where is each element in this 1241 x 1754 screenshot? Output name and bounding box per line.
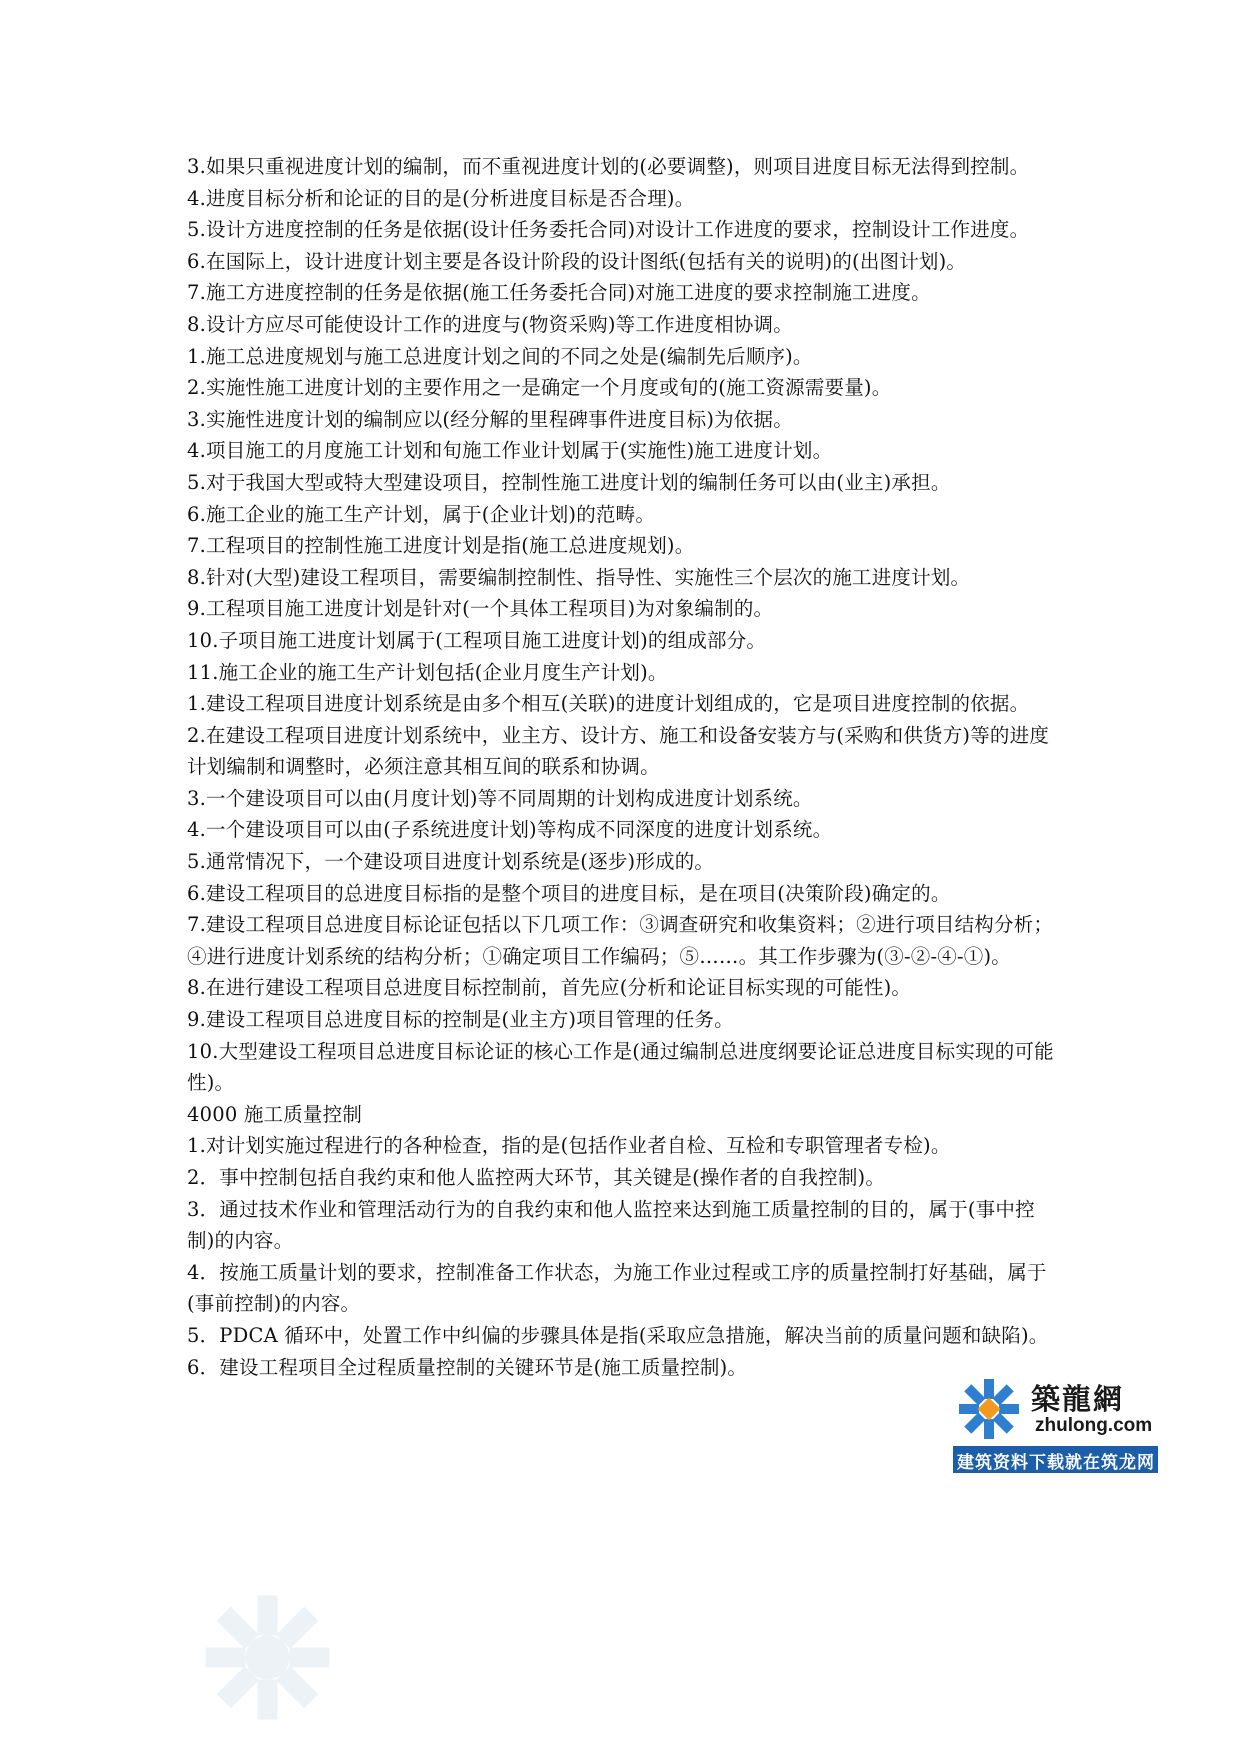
- paragraph: 6.建设工程项目的总进度目标指的是整个项目的进度目标，是在项目(决策阶段)确定的。: [187, 881, 951, 905]
- paragraph: 6.施工企业的施工生产计划，属于(企业计划)的范畴。: [187, 502, 656, 526]
- paragraph: 4.进度目标分析和论证的目的是(分析进度目标是否合理)。: [187, 186, 695, 210]
- paragraph: 6．建设工程项目全过程质量控制的关键环节是(施工质量控制)。: [187, 1355, 748, 1379]
- paragraph: 8.针对(大型)建设工程项目，需要编制控制性、指导性、实施性三个层次的施工进度计划。: [187, 565, 971, 589]
- paragraph: 6.在国际上，设计进度计划主要是各设计阶段的设计图纸(包括有关的说明)的(出图计划)。: [187, 249, 967, 273]
- zhulong-mark-icon: [955, 1375, 1023, 1443]
- paragraph: 7.施工方进度控制的任务是依据(施工任务委托合同)对施工进度的要求控制施工进度。: [187, 281, 931, 305]
- paragraph: 2.在建设工程项目进度计划系统中，业主方、设计方、施工和设备安装方与(采购和供货方)等的进度计划编制和调整时，必须注意其相互间的联系和协调。: [187, 723, 1050, 779]
- paragraph: 1.施工总进度规划与施工总进度计划之间的不同之处是(编制先后顺序)。: [187, 344, 813, 368]
- logo-slogan-bar: [953, 1446, 1158, 1473]
- paragraph: 4．按施工质量计划的要求，控制准备工作状态，为施工作业过程或工序的质量控制打好基础，属于(事前控制)的内容。: [187, 1260, 1047, 1316]
- logo-domain: zhulong.com: [1035, 1415, 1153, 1436]
- paragraph: 5.对于我国大型或特大型建设项目，控制性施工进度计划的编制任务可以由(业主)承担。: [187, 470, 951, 494]
- paragraph: 3．通过技术作业和管理活动行为的自我约束和他人监控来达到施工质量控制的目的，属于(事中控制)的内容。: [187, 1197, 1035, 1253]
- paragraph: 3.实施性进度计划的编制应以(经分解的里程碑事件进度目标)为依据。: [187, 407, 793, 431]
- logo-panel: [953, 1371, 1158, 1444]
- paragraph: 5.通常情况下，一个建设项目进度计划系统是(逐步)形成的。: [187, 850, 715, 874]
- paragraph: 4.一个建设项目可以由(子系统进度计划)等构成不同深度的进度计划系统。: [187, 818, 833, 842]
- faded-emblem-icon: [200, 1590, 335, 1725]
- paragraph: 2.实施性施工进度计划的主要作用之一是确定一个月度或旬的(施工资源需要量)。: [187, 376, 892, 400]
- paragraph: 2．事中控制包括自我约束和他人监控两大环节，其关键是(操作者的自我控制)。: [187, 1166, 886, 1189]
- paragraph: 10.子项目施工进度计划属于(工程项目施工进度计划)的组成部分。: [187, 628, 767, 652]
- paragraph: 8.在进行建设工程项目总进度目标控制前，首先应(分析和论证目标实现的可能性)。: [187, 976, 912, 1000]
- paragraph: 1.对计划实施过程进行的各种检查，指的是(包括作业者自检、互检和专职管理者专检)。: [187, 1134, 951, 1158]
- zhulong-watermark-logo: [953, 1371, 1158, 1474]
- section-heading: 4000 施工质量控制: [187, 1102, 363, 1126]
- paragraph: 3.一个建设项目可以由(月度计划)等不同周期的计划构成进度计划系统。: [187, 786, 813, 810]
- paragraph: 8.设计方应尽可能使设计工作的进度与(物资采购)等工作进度相协调。: [187, 312, 793, 336]
- paragraph: 9.建设工程项目总进度目标的控制是(业主方)项目管理的任务。: [187, 1008, 734, 1032]
- paragraph: 7.建设工程项目总进度目标论证包括以下几项工作：③调查研究和收集资料；②进行项目结构分析；④进行进度计划系统的结构分析；①确定项目工作编码；⑤……。其工作步骤为(③-②-④-①)。: [187, 913, 1054, 968]
- paragraph: 4.项目施工的月度施工计划和旬施工作业计划属于(实施性)施工进度计划。: [187, 439, 833, 463]
- paragraph: 7.工程项目的控制性施工进度计划是指(施工总进度规划)。: [187, 534, 695, 558]
- paragraph: 1.建设工程项目进度计划系统是由多个相互(关联)的进度计划组成的，它是项目进度控制的依据。: [187, 692, 1030, 716]
- paragraph: 10.大型建设工程项目总进度目标论证的核心工作是(通过编制总进度纲要论证总进度目标实现的可能性)。: [187, 1039, 1054, 1095]
- paragraph: 3.如果只重视进度计划的编制，而不重视进度计划的(必要调整)，则项目进度目标无法得到控制。: [187, 155, 1030, 178]
- logo-chinese-name: 築龍網: [1031, 1382, 1125, 1416]
- paragraph: 5．PDCA 循环中，处置工作中纠偏的步骤具体是指(采取应急措施，解决当前的质量问题和缺陷)。: [187, 1323, 1049, 1347]
- paragraph: 11.施工企业的施工生产计划包括(企业月度生产计划)。: [187, 660, 668, 684]
- paragraph: 5.设计方进度控制的任务是依据(设计任务委托合同)对设计工作进度的要求，控制设计工作进度。: [187, 218, 1030, 242]
- document-body: [187, 151, 1055, 1383]
- paragraph: 9.工程项目施工进度计划是针对(一个具体工程项目)为对象编制的。: [187, 597, 774, 621]
- logo-slogan: 建筑资料下载就在筑龙网: [957, 1453, 1155, 1473]
